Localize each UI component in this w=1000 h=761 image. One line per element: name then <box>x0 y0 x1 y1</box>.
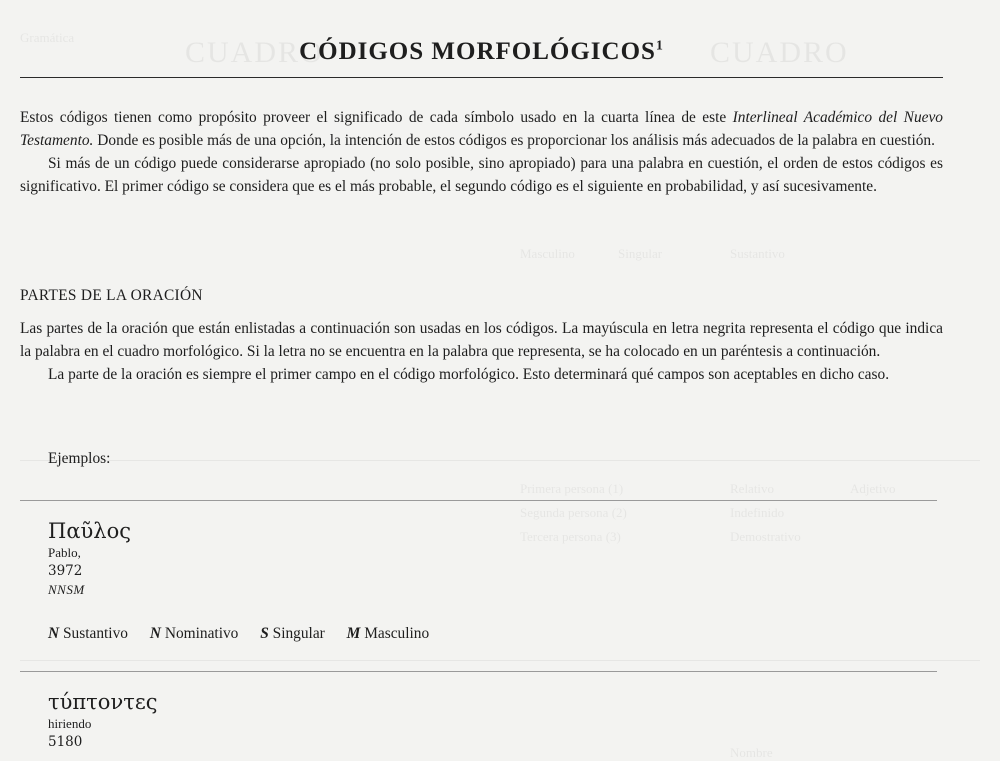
intro-paragraph-2: Si más de un código puede considerarse apropiado (no solo posible, sino apropiado) para una palabra en cuestión, el orden de estos códigos es significativo. El primer código se considera que es el más probable, el segundo código es el siguiente en probabilidad, y así sucesivamente. <box>20 155 943 195</box>
example-separator-2 <box>20 671 937 672</box>
code-legend <box>48 625 447 643</box>
example-word-1 <box>48 519 131 599</box>
example-word-2 <box>48 690 157 751</box>
greek-word: τύπτοντες <box>48 690 158 714</box>
code-item: S Singular <box>260 625 325 642</box>
title-rule <box>20 77 943 78</box>
section-heading: PARTES DE LA ORACIÓN <box>20 287 203 304</box>
intro-text <box>20 106 943 198</box>
morph-code: NNSM <box>48 582 85 597</box>
page-title: CÓDIGOS MORFOLÓGICOS$^1$ <box>299 38 664 65</box>
example-separator-1 <box>20 500 937 501</box>
strongs-number: 5180 <box>48 734 83 750</box>
parts-paragraph-1: Las partes de la oración que están enlistadas a continuación son usadas en los códigos. La mayúscula en letra negrita representa el código que indica la palabra en el cuadro morfológico. Si la letra no se encuentra en la palabra que representa, se ha colocado en un paréntesis a continuación. <box>20 320 943 360</box>
code-item: M Masculino <box>346 625 430 642</box>
gloss: hiriendo <box>48 716 92 731</box>
gloss: Pablo, <box>48 545 81 560</box>
parts-text <box>20 317 943 386</box>
title-footnote-marker: 1 <box>655 38 664 54</box>
greek-word: Παῦλος <box>48 519 131 543</box>
strongs-number: 3972 <box>48 563 83 579</box>
book-title-italic: Interlineal Académico del Nuevo Testamento. <box>20 109 943 149</box>
code-item: N Nominativo <box>149 625 239 642</box>
code-item: N Sustantivo <box>48 625 128 642</box>
parts-paragraph-2: La parte de la oración es siempre el primer campo en el código morfológico. Esto determinará qué campos son aceptables en dicho caso. <box>48 366 890 383</box>
intro-paragraph-1: Estos códigos tienen como propósito proveer el significado de cada símbolo usado en la cuarta línea de este Interlineal Académico del Nuevo Testamento. Donde es posible más de una opción, la intención de estos códigos es proporcionar los análisis más adecuados de la palabra en cuestión. <box>20 109 943 149</box>
examples-label: Ejemplos: <box>48 450 111 467</box>
